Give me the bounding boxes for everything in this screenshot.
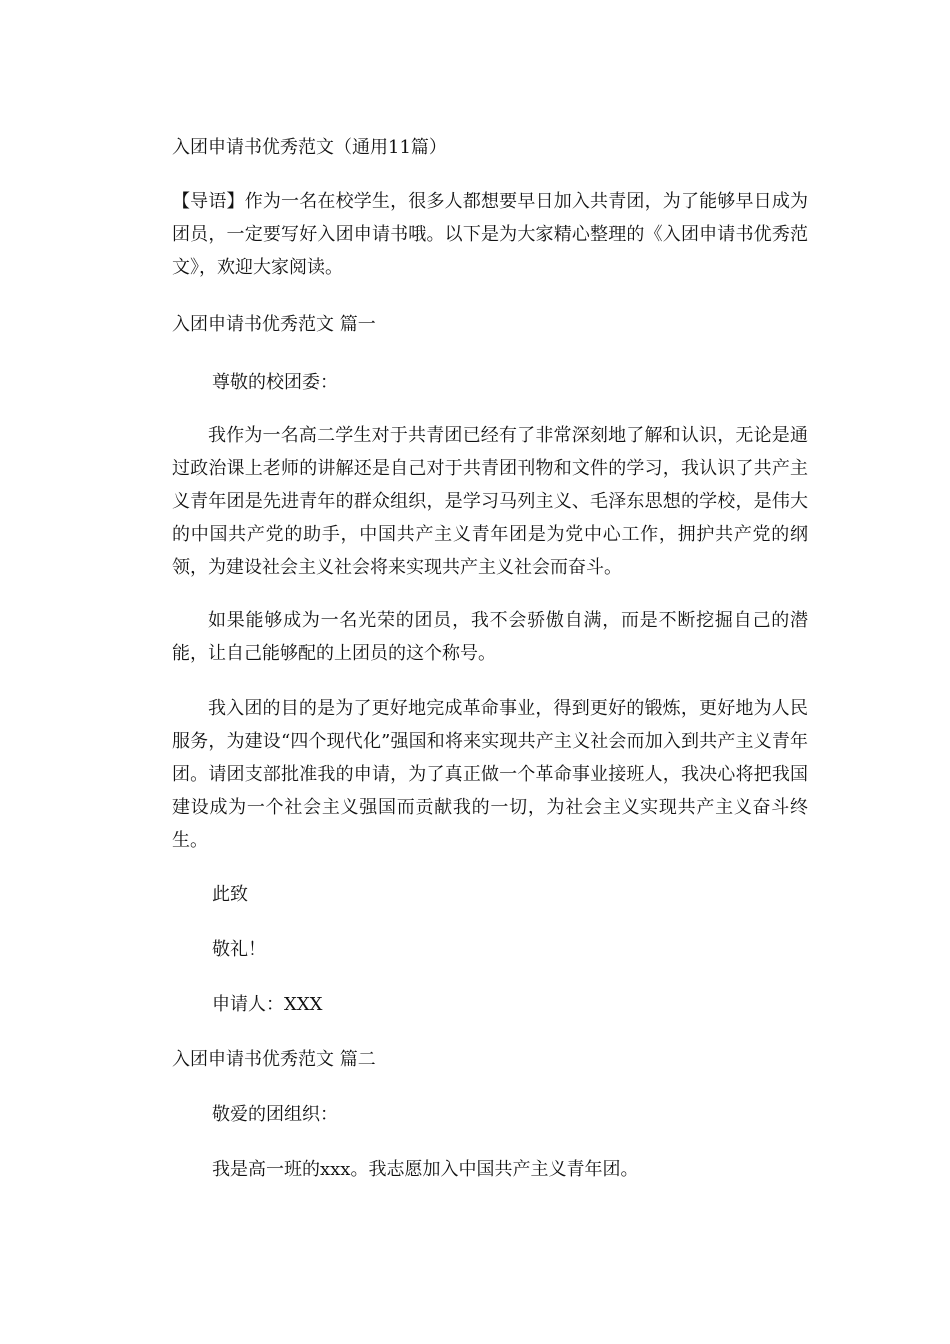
section2-paragraph: 我是高一班的xxx。我志愿加入中国共产主义青年团。 [212,1159,639,1180]
closing-line-2: 敬礼！ [212,939,266,960]
section1-paragraph-1: 我作为一名高二学生对于共青团已经有了非常深刻地了解和认识，无论是通过政治课上老师的讲解还是自己对于共青团刊物和文件的学习，我认识了共产主义青年团是先进青年的群众组织，是学习马列主义、毛泽东思想的学校，是伟大的中国共产党的助手，中国共产主义青年团是为党中心工作，拥护共产党的纲领，为建设社会主义社会将来实现共产主义社会而奋斗。 [172,425,808,578]
signature-line: 申请人：XXX [212,994,323,1015]
section2-heading: 入团申请书优秀范文 篇二 [172,1049,376,1070]
closing-line-1: 此致 [212,884,248,905]
intro-paragraph: 【导语】作为一名在校学生，很多人都想要早日加入共青团，为了能够早日成为团员，一定要写好入团申请书哦。以下是为大家精心整理的《入团申请书优秀范文》，欢迎大家阅读。 [172,191,808,278]
section1-salutation: 尊敬的校团委： [212,372,338,393]
document-title: 入团申请书优秀范文（通用11篇） [172,137,447,158]
section1-heading: 入团申请书优秀范文 篇一 [172,314,376,335]
section2-salutation: 敬爱的团组织： [212,1104,338,1125]
section1-paragraph-2: 如果能够成为一名光荣的团员，我不会骄傲自满，而是不断挖掘自己的潜能，让自己能够配的上团员的这个称号。 [172,610,808,664]
section1-paragraph-3: 我入团的目的是为了更好地完成革命事业，得到更好的锻炼，更好地为人民服务，为建设“四个现代化”强国和将来实现共产主义社会而加入到共产主义青年团。请团支部批准我的申请，为了真正做一个革命事业接班人，我决心将把我国建设成为一个社会主义强国而贡献我的一切，为社会主义实现共产主义奋斗终生。 [172,698,808,851]
